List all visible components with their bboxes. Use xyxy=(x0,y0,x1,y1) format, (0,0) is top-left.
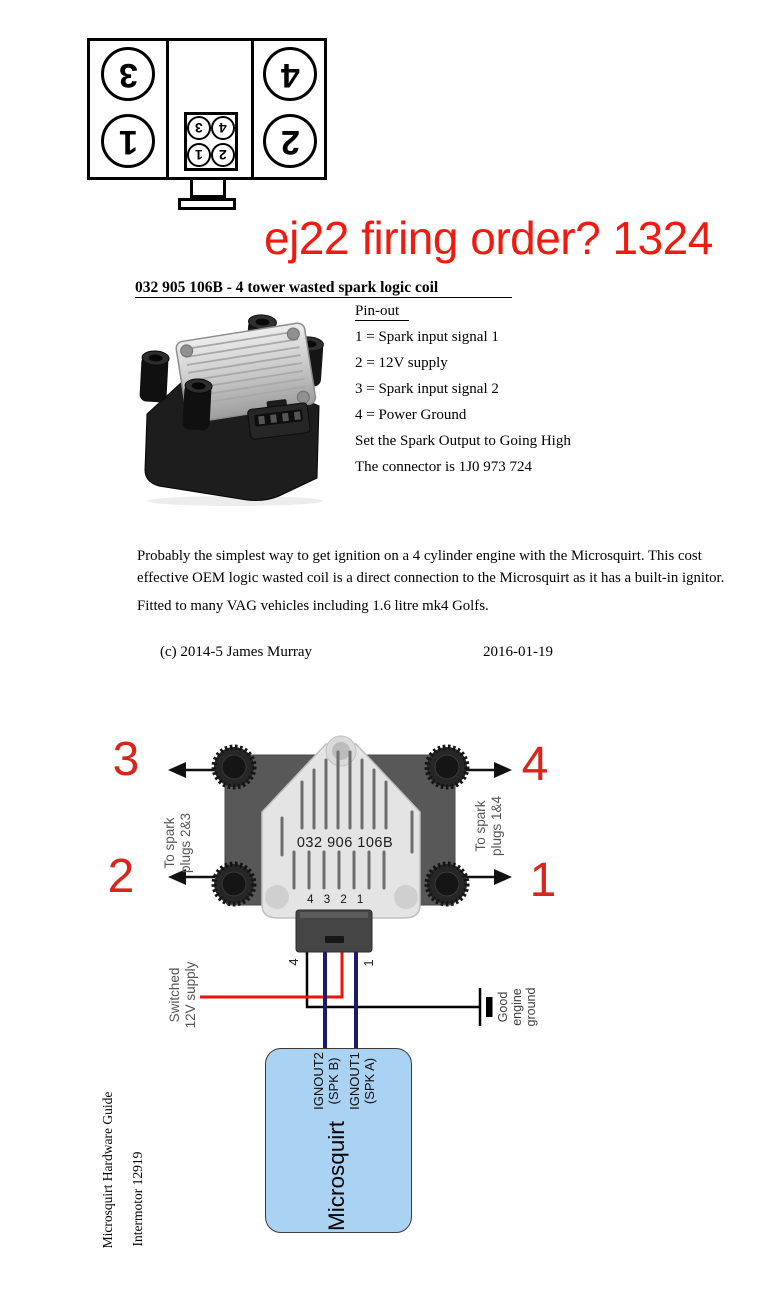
section-heading xyxy=(135,279,512,297)
firing-order-diagram xyxy=(87,38,327,210)
engine-outline xyxy=(87,38,327,180)
coil-tower xyxy=(182,378,212,430)
plate-corner xyxy=(265,885,289,909)
microsquirt-name: Microsquirt xyxy=(324,1120,349,1232)
date-text: 2016-01-19 xyxy=(483,644,553,660)
annotation-title: ej22 firing order? 1324 xyxy=(264,212,713,264)
coil-part-number: 032 906 106B xyxy=(296,835,394,851)
margin-note-intermotor: Intermotor 12919 xyxy=(130,1151,145,1247)
plug-number-2: 2 xyxy=(107,850,135,903)
wire-1-label: 1 xyxy=(360,959,376,967)
conn-pin: 2 xyxy=(211,143,235,167)
cylinder-1-number: 1 xyxy=(118,122,138,161)
engine-ground-label: Good engine ground xyxy=(496,987,538,1027)
conn-pin: 4 xyxy=(211,116,235,140)
plug-number-3: 3 xyxy=(112,733,140,786)
conn-pin: 1 xyxy=(187,143,211,167)
wiring-diagram xyxy=(140,725,540,1060)
switched-supply-label: Switched 12V supply xyxy=(167,961,198,1029)
plug-number-4: 4 xyxy=(521,738,549,791)
body-text xyxy=(137,546,727,625)
conn-pin: 3 xyxy=(187,116,211,140)
supply-wire xyxy=(200,948,342,997)
cylinder-4 xyxy=(263,47,317,101)
pinout-title: Pin-out xyxy=(355,304,571,319)
paragraph: Probably the simplest way to get ignition on a 4 cylinder engine with the Microsquirt. This cost effective OEM logic wasted coil is a direct connection to the Microsquirt as it has a built-in ignitor. xyxy=(137,548,725,586)
ignout1-label: IGNOUT1 (SPK A) xyxy=(347,1052,377,1110)
cylinder-3 xyxy=(101,47,155,101)
pinout-line: 3 = Spark input signal 2 xyxy=(355,381,499,397)
pinout-line: 2 = 12V supply xyxy=(355,355,448,371)
right-plug-label: To spark plugs 1&4 xyxy=(473,795,504,857)
divider xyxy=(251,41,254,177)
plate-top-tab-inner xyxy=(332,742,350,760)
diagram-stem xyxy=(190,177,226,198)
coil-tower xyxy=(139,350,169,402)
diagram-base xyxy=(178,198,236,210)
left-plug-label: To spark plugs 2&3 xyxy=(162,812,193,874)
pinout-line: The connector is 1J0 973 724 xyxy=(355,459,533,475)
section-heading-text: 032 905 106B - 4 tower wasted spark logic coil xyxy=(135,279,512,298)
cylinder-4-number: 4 xyxy=(280,55,300,94)
cylinder-3-number: 3 xyxy=(118,55,138,94)
coil-pin-numbers: 4 3 2 1 xyxy=(307,894,367,906)
cylinder-1 xyxy=(101,114,155,168)
coil-photo xyxy=(127,310,345,508)
cylinder-2-number: 2 xyxy=(280,122,300,161)
ignout2-label: IGNOUT2 (SPK B) xyxy=(311,1052,341,1110)
cylinder-2 xyxy=(263,114,317,168)
margin-note-guide: Microsquirt Hardware Guide xyxy=(100,1091,115,1249)
ground-symbol-bar xyxy=(486,997,493,1017)
paragraph: Fitted to many VAG vehicles including 1.6 litre mk4 Golfs. xyxy=(137,598,489,614)
coil-connector-diagram xyxy=(184,112,238,171)
pinout-line: 1 = Spark input signal 1 xyxy=(355,329,499,345)
pinout-list xyxy=(355,304,571,486)
wire-4-label: 4 xyxy=(285,958,301,966)
plate-corner xyxy=(394,885,418,909)
pinout-line: 4 = Power Ground xyxy=(355,407,467,423)
copyright-text: (c) 2014-5 James Murray xyxy=(160,644,313,660)
divider xyxy=(166,41,169,177)
plug-number-1: 1 xyxy=(529,854,557,907)
connector-highlight xyxy=(300,912,368,918)
pinout-line: Set the Spark Output to Going High xyxy=(355,433,571,449)
connector-slot xyxy=(325,936,344,943)
